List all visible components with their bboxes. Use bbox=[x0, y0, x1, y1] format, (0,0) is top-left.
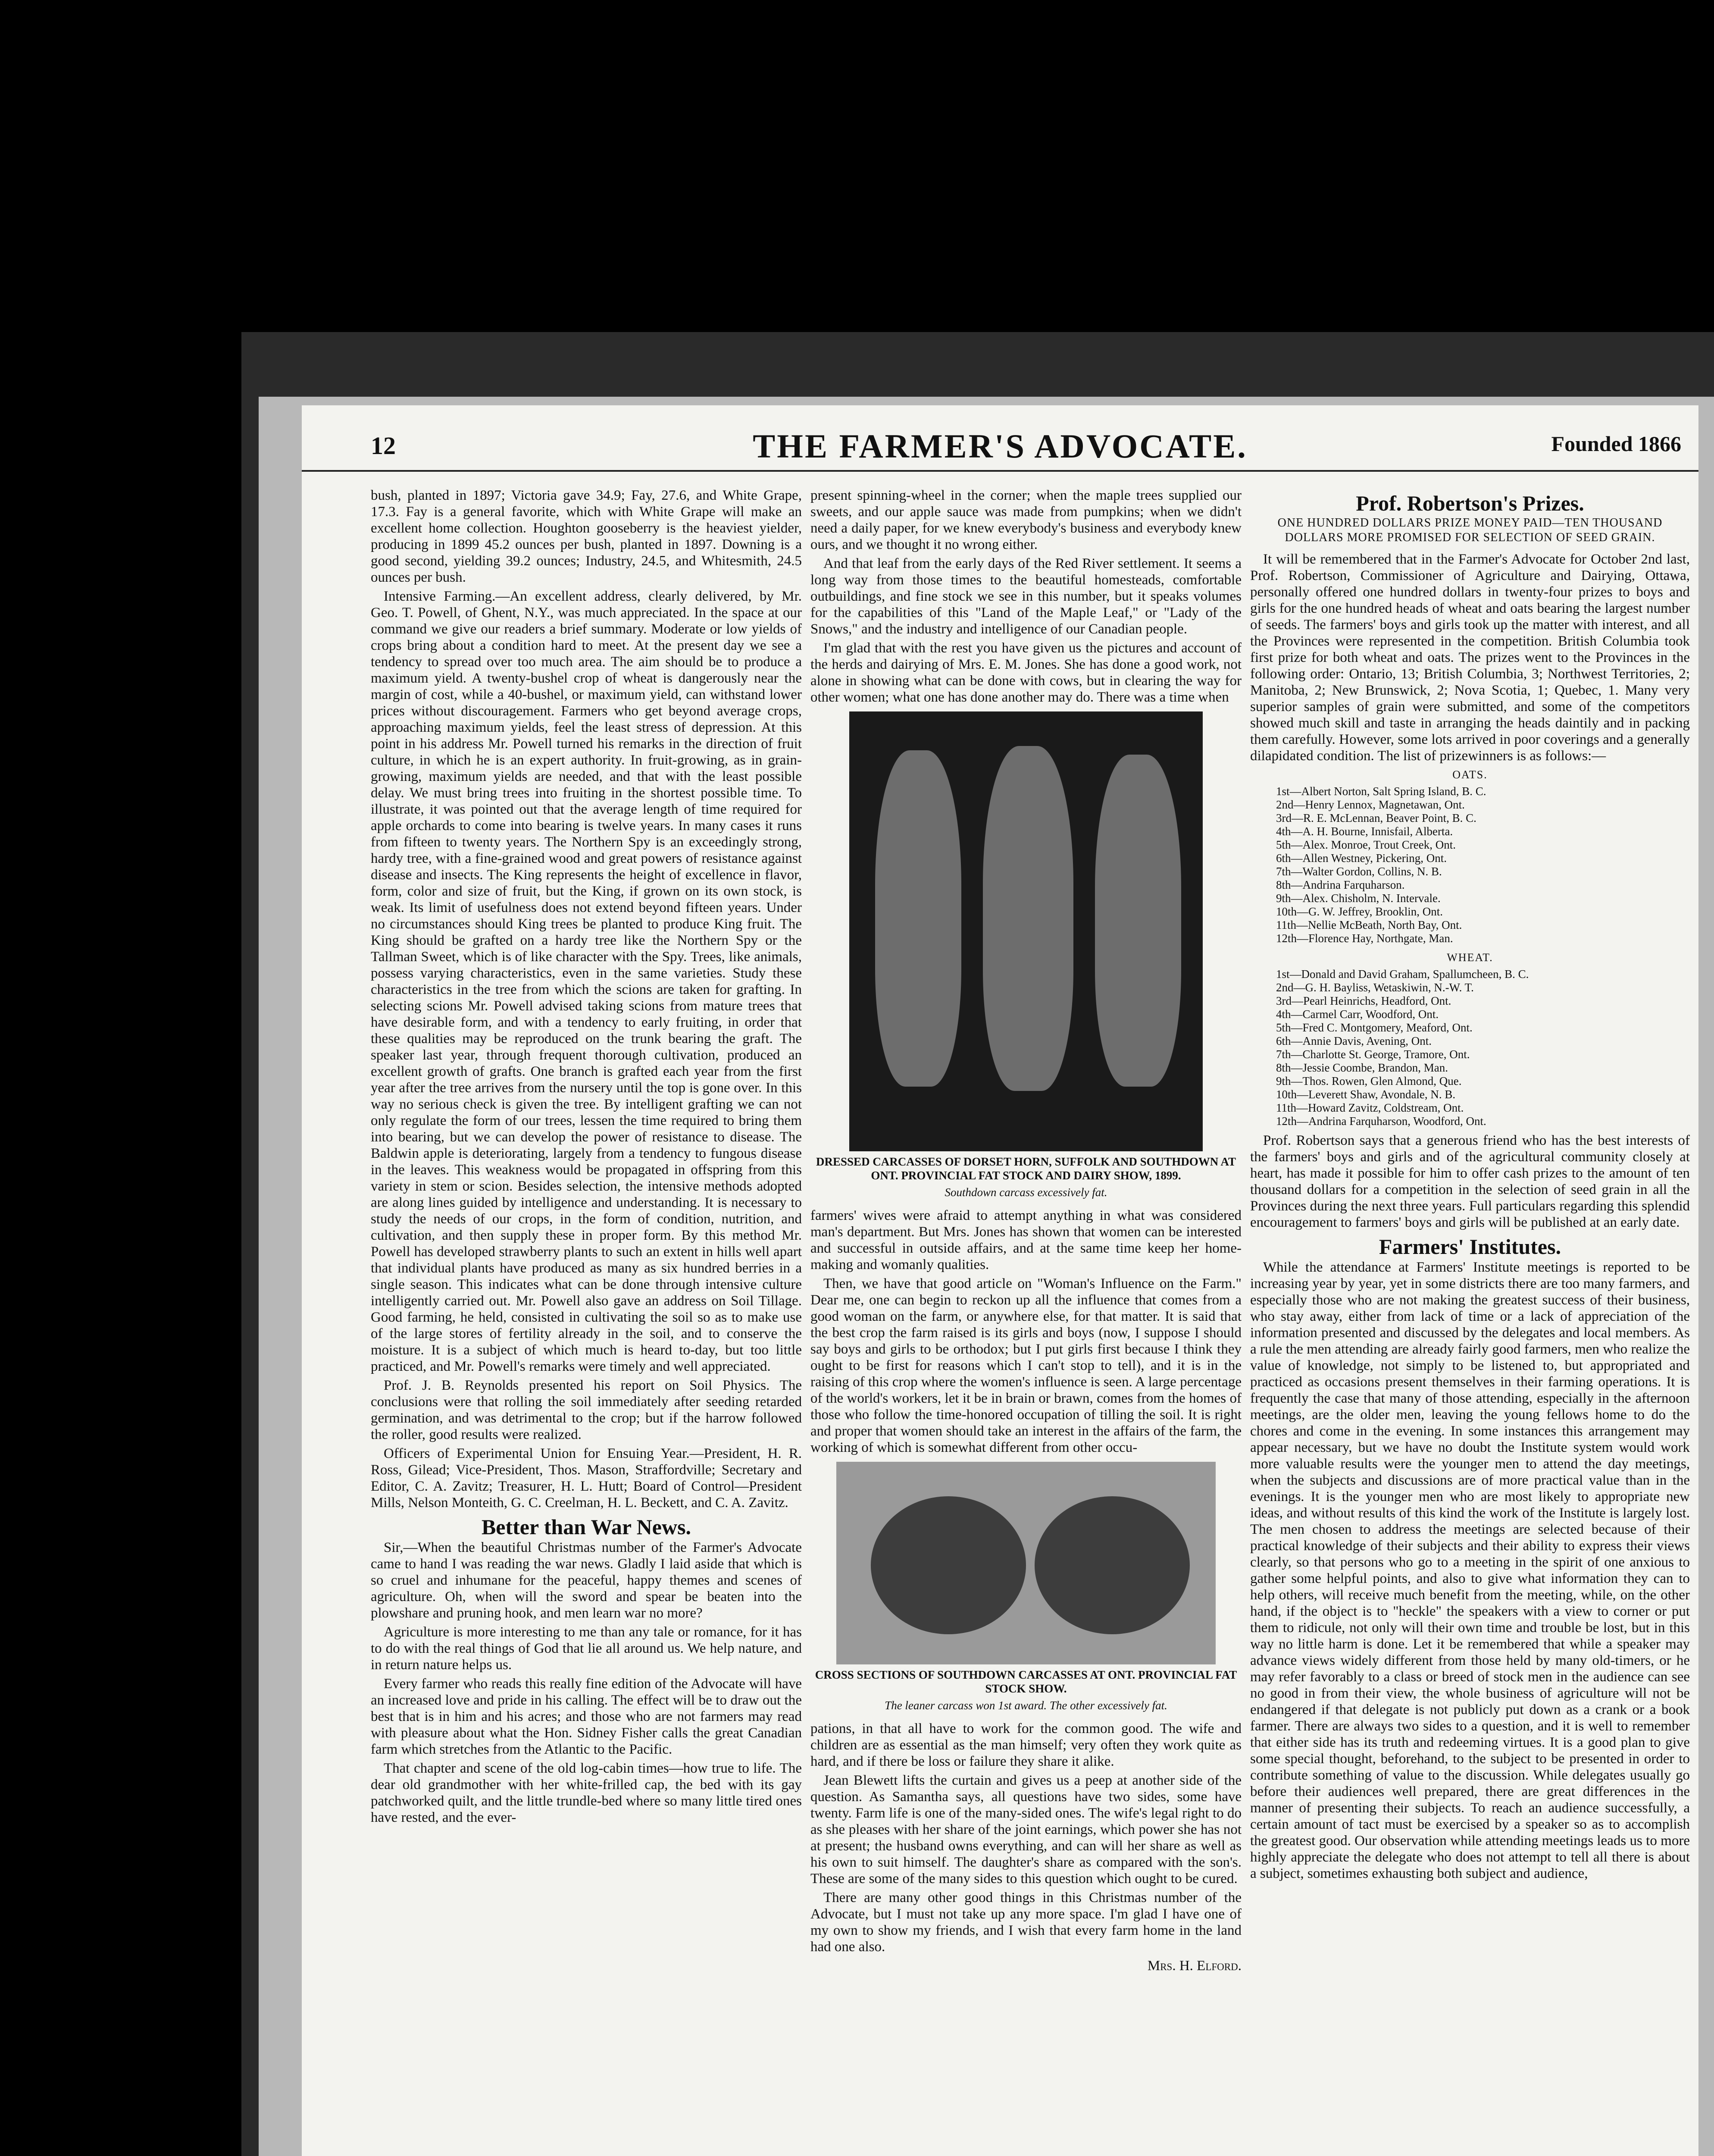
list-item: 10th—G. W. Jeffrey, Brooklin, Ont. bbox=[1276, 905, 1443, 918]
photo-caption: CROSS SECTIONS OF SOUTHDOWN CARCASSES AT ONT. PROVINCIAL FAT STOCK SHOW. bbox=[815, 1668, 1237, 1695]
article-title: Better than War News. bbox=[481, 1515, 691, 1539]
paragraph: farmers' wives were afraid to attempt anything in what was considered man's department. But Mrs. Jones has shown that women can be interested and successful in outside affairs, and at the same time keep her home-making and womanly qualities. bbox=[810, 1208, 1242, 1272]
photo-subcaption: The leaner carcass won 1st award. The other excessively fat. bbox=[885, 1699, 1167, 1712]
paragraph: Agriculture is more interesting to me than any tale or romance, for it has to do with the real things of God that lie all around us. We help nature, and in return nature helps us. bbox=[371, 1624, 802, 1673]
signature: Mrs. H. Elford. bbox=[1147, 1958, 1242, 1974]
list-item: 12th—Andrina Farquharson, Woodford, Ont. bbox=[1276, 1115, 1486, 1128]
list-item: 12th—Florence Hay, Northgate, Man. bbox=[1276, 932, 1453, 945]
list-item: 3rd—Pearl Heinrichs, Headford, Ont. bbox=[1276, 994, 1451, 1007]
carcass-image bbox=[983, 746, 1073, 1091]
masthead: THE FARMER'S ADVOCATE. bbox=[753, 427, 1248, 465]
page-number: 12 bbox=[371, 432, 396, 460]
paragraph: Then, we have that good article on "Woman's Influence on the Farm." Dear me, one can begin to reckon up all the influence that comes from a good woman on the farm, or anywhere else, for that matter. It is said that the best crop the farm raised is its girls and boys (now, I suppose I should say boys and girls to be orthodox; but I put girls first because I think they ought to be first for reasons which I can't stop to tell), and it is in the raising of this crop where the women's influence is seen. A large percentage of the world's workers, let it be in brain or brawn, comes from the homes of those who follow the time-honored occupation of tilling the soil. It is right and proper that women should take an interest in the affairs of the farm, the working of which is somewhat different from other occu- bbox=[810, 1276, 1242, 1455]
paragraph: present spinning-wheel in the corner; when the maple trees supplied our sweets, and our apple sauce was made from pumpkins; when we didn't need a daily paper, for we knew everybody's business and everybody knew ours, and we thought it no wrong either. bbox=[810, 488, 1242, 552]
list-item: 7th—Walter Gordon, Collins, N. B. bbox=[1276, 865, 1442, 878]
list-item: 2nd—Henry Lennox, Magnetawan, Ont. bbox=[1276, 798, 1465, 811]
wheat-prize-list bbox=[1276, 968, 1690, 1128]
carcass-photo bbox=[849, 711, 1203, 1151]
cross-section-image bbox=[871, 1496, 1026, 1634]
list-item: 1st—Albert Norton, Salt Spring Island, B. C. bbox=[1276, 785, 1486, 798]
list-item: 9th—Thos. Rowen, Glen Almond, Que. bbox=[1276, 1075, 1462, 1087]
list-item: 5th—Fred C. Montgomery, Meaford, Ont. bbox=[1276, 1021, 1473, 1034]
list-item: 4th—Carmel Carr, Woodford, Ont. bbox=[1276, 1008, 1439, 1021]
list-item: 4th—A. H. Bourne, Innisfail, Alberta. bbox=[1276, 825, 1453, 838]
paragraph: Prof. J. B. Reynolds presented his report on Soil Physics. The conclusions were that rolling the soil immediately after seeding retarded germination, and was detrimental to the crop; but if the harrow followed the roller, good results were realized. bbox=[371, 1378, 802, 1442]
paragraph: Sir,—When the beautiful Christmas number of the Farmer's Advocate came to hand I was reading the war news. Gladly I laid aside that which is so cruel and inhumane for the peaceful, happy themes and scenes of agriculture. Oh, when will the sword and spear be beaten into the plowshare and pruning hook, and men learn war no more? bbox=[371, 1540, 802, 1621]
founded-date: Founded 1866 bbox=[1551, 432, 1681, 456]
paragraph: bush, planted in 1897; Victoria gave 34.9; Fay, 27.6, and White Grape, 17.3. Fay is a general favorite, which with White Grape will make an excellent home collection. Houghton gooseberry is the heaviest yielder, producing in 1899 45.2 ounces per bush, planted in 1897. Downing is a good second, yielding 39.2 ounces; Industry, 24.5, and Whitesmith, 24.5 ounces per bush. bbox=[371, 488, 802, 585]
list-item: 3rd—R. E. McLennan, Beaver Point, B. C. bbox=[1276, 812, 1476, 824]
oats-prize-list bbox=[1276, 785, 1690, 945]
list-item: 11th—Nellie McBeath, North Bay, Ont. bbox=[1276, 918, 1462, 931]
list-item: 8th—Jessie Coombe, Brandon, Man. bbox=[1276, 1061, 1448, 1074]
cross-section-image bbox=[1035, 1496, 1190, 1634]
list-item: 5th—Alex. Monroe, Trout Creek, Ont. bbox=[1276, 838, 1456, 851]
list-item: 9th—Alex. Chisholm, N. Intervale. bbox=[1276, 892, 1441, 905]
column-1 bbox=[371, 487, 802, 2156]
list-item: 7th—Charlotte St. George, Tramore, Ont. bbox=[1276, 1048, 1470, 1061]
list-item: 10th—Leverett Shaw, Avondale, N. B. bbox=[1276, 1088, 1456, 1101]
list-item: 6th—Annie Davis, Avening, Ont. bbox=[1276, 1034, 1432, 1047]
list-item: 2nd—G. H. Bayliss, Wetaskiwin, N.-W. T. bbox=[1276, 981, 1474, 994]
list-item: 8th—Andrina Farquharson. bbox=[1276, 878, 1405, 891]
paragraph: Prof. Robertson says that a generous friend who has the best interests of the farmers' boys and girls and of the agricultural community closely at heart, has made it possible for him to offer cash prizes to the amount of ten thousand dollars for a competition in the selection of seed grain in all the Provinces during the next three years. Full particulars regarding this splendid encouragement to farmers' boys and girls will be published at an early date. bbox=[1250, 1133, 1690, 1230]
column-2 bbox=[810, 487, 1242, 2156]
list-item: 1st—Donald and David Graham, Spallumcheen, B. C. bbox=[1276, 968, 1529, 981]
paragraph: There are many other good things in this Christmas number of the Advocate, but I must not take up any more space. I'm glad I have one of my own to show my friends, and I wish that every farm home in the land had one also. bbox=[810, 1890, 1242, 1955]
newspaper-page bbox=[302, 405, 1698, 2156]
list-item: 6th—Allen Westney, Pickering, Ont. bbox=[1276, 852, 1447, 865]
paragraph: Every farmer who reads this really fine edition of the Advocate will have an increased love and pride in his calling. The effect will be to draw out the best that is in him and his acres; and those who are not farmers may read with pleasure about what the Hon. Sidney Fisher calls the great Canadian farm which stretches from the Atlantic to the Pacific. bbox=[371, 1676, 802, 1757]
paragraph: It will be remembered that in the Farmer's Advocate for October 2nd last, Prof. Robertson, Commissioner of Agriculture and Dairying, Ottawa, personally offered one hundred dollars in twenty-four prizes to boys and girls for the one hundred heads of wheat and oats bearing the largest number of seeds. The farmers' boys and girls took up the matter with interest, and all the Provinces were represented in the competition. British Columbia took first prize for both wheat and oats. The prizes went to the Provinces in the following order: Ontario, 13; British Columbia, 3; Northwest Territories, 2; Manitoba, 2; New Brunswick, 2; Nova Scotia, 1; Quebec, 1. Many very superior samples of grain were submitted, and some of the competitors showed much skill and taste in arranging the heads daintily and in packing them carefully. However, some lots arrived in poor coverings and a generally dilapidated condition. The list of prizewinners is as follows:— bbox=[1250, 552, 1690, 764]
column-3 bbox=[1250, 487, 1690, 2156]
article-title: Farmers' Institutes. bbox=[1379, 1235, 1561, 1259]
article-subtitle: ONE HUNDRED DOLLARS PRIZE MONEY PAID—TEN THOUSAND DOLLARS MORE PROMISED FOR SELECTION OF SEED GRAIN. bbox=[1277, 516, 1663, 544]
paragraph: While the attendance at Farmers' Institute meetings is reported to be increasing year by year, yet in some districts there are too many farmers, and especially those who are not making the greatest success of their business, who stay away, either from lack of time or a lack of appreciation of the information presented and discussed by the delegates and local members. As a rule the men attending are already fairly good farmers, men who realize the value of knowledge, not simply to be listened to, but appropriated and practiced as occasions present themselves in their farming operations. It is frequently the case that many of those attending, especially in the afternoon meetings, are the older men, leaving the young fellows home to do the chores and come in the evening. In some instances this arrangement may appear necessary, but we have no doubt the Institute system would work more valuable results were the younger men to attend the day meetings, when the subjects and discussions are of more practical value than in the evenings. It is the younger men who are most likely to appropriate new ideas, and without results of this kind the work of the Institute is largely lost. The men chosen to address the meetings are selected because of their practical knowledge of their subjects and their ability to express their views clearly, so that persons who go to a meeting in the spirit of one anxious to gather some helpful points, and also to give what information they can to help others, will receive much benefit from the meeting, while, on the other hand, if the object is to "heckle" the speakers with a view to corner or put them to ridicule, not only will their own time and trouble be lost, but in this way no little harm is done. Let it be remembered that while a speaker may advance views widely different from those held by many old-timers, or he may refer favorably to a class or breed of stock men in the audience can see no good in from their view, the whole business of agriculture will not be endangered if that delegate is not publicly put down as a crank or a book farmer. There are always two sides to a question, and it is well to remember that either side has its truth and redeeming virtues. It is a good plan to give some special thought, beforehand, to the subject to be presented in order to contribute something of value to the discussion. While delegates usually go before their audiences well prepared, there are great differences in the manner of presenting their subjects. To reach an audience successfully, a certain amount of tact must be exercised by a speaker so as to accomplish the greatest good. Our observation while attending meetings leads us to more highly appreciate the delegate who does not attempt to tell all there is about a subject, sometimes exhausting both subject and audience, bbox=[1250, 1260, 1690, 1881]
paragraph: Jean Blewett lifts the curtain and gives us a peep at another side of the question. As Samantha says, all questions have two sides, some have twenty. Farm life is one of the many-sided ones. The wife's legal right to do as she pleases with her share of the joint earnings, which power she has not at present; the husband owns everything, and can will her share as well as his own to suit himself. The daughter's share as compared with the son's. These are some of the many sides to this question which ought to be cured. bbox=[810, 1773, 1242, 1887]
article-title: Prof. Robertson's Prizes. bbox=[1356, 491, 1584, 515]
list-heading: OATS. bbox=[1452, 768, 1488, 781]
photo-subcaption: Southdown carcass excessively fat. bbox=[945, 1186, 1107, 1199]
list-item: 11th—Howard Zavitz, Coldstream, Ont. bbox=[1276, 1101, 1464, 1114]
paragraph: pations, in that all have to work for the common good. The wife and children are as essential as the man himself; very often they work quite as hard, and if there be loss or failure they share it alike. bbox=[810, 1721, 1242, 1769]
paragraph: I'm glad that with the rest you have given us the pictures and account of the herds and dairying of Mrs. E. M. Jones. She has done a good work, not alone in showing what can be done with cows, but in clearing the way for other women; what one has done another may do. There was a time when bbox=[810, 640, 1242, 705]
cross-section-photo bbox=[836, 1462, 1216, 1664]
paragraph: That chapter and scene of the old log-cabin times—how true to life. The dear old grandmother with her white-frilled cap, the bed with its gay patchworked quilt, and the little trundle-bed where so many little tired ones have rested, and the ever- bbox=[371, 1761, 802, 1825]
paragraph: And that leaf from the early days of the Red River settlement. It seems a long way from those times to the beautiful homesteads, comfortable outbuildings, and fine stock we see in this number, but it speaks volumes for the capabilities of this "Land of the Maple Leaf," or "Lady of the Snows," and the industry and intelligence of our Canadian people. bbox=[810, 556, 1242, 637]
photo-caption: DRESSED CARCASSES OF DORSET HORN, SUFFOLK AND SOUTHDOWN AT ONT. PROVINCIAL FAT STOCK AND DAIRY SHOW, 1899. bbox=[816, 1155, 1236, 1182]
paragraph: Officers of Experimental Union for Ensuing Year.—President, H. R. Ross, Gilead; Vice-President, Thos. Mason, Straffordville; Secretary and Editor, C. A. Zavitz; Treasurer, H. L. Hutt; Board of Control—President Mills, Nelson Monteith, G. C. Creelman, H. L. Beckett, and C. A. Zavitz. bbox=[371, 1446, 802, 1510]
paragraph: Intensive Farming.—An excellent address, clearly delivered, by Mr. Geo. T. Powell, of Ghent, N.Y., was much appreciated. In the space at our command we give our readers a brief summary. Moderate or low yields of crops bring about a condition hard to meet. At the present day we see a tendency to spread over too much area. The aim should be to produce a maximum yield. A twenty-bushel crop of wheat is dangerously near the margin of cost, while a 40-bushel, or maximum yield, can withstand lower prices without discouragement. Farmers who get beyond average crops, approaching maximum yields, feel the least stress of depression. At this point in his address Mr. Powell turned his remarks in the direction of fruit culture, in which he is an expert authority. In fruit-growing, as in grain-growing, maximum yields are needed, and that with the least possible delay. We must bring trees into fruiting in the shortest possible time. To illustrate, it was pointed out that the average length of time required for apple orchards to come into bearing is twelve years. In many cases it runs from fifteen to twenty years. The Northern Spy is an exceedingly strong, hardy tree, with a fine-grained wood and great powers of resistance against disease and insects. The King represents the height of excellence in flavor, form, color and size of fruit, but the King, if grown on its own stock, is weak. Its limit of usefulness does not extend beyond fifteen years. Under no circumstances should King trees be planted to produce King fruit. The King should be grafted on a hardy tree like the Northern Spy or the Tallman Sweet, which is of like character with the Spy. Trees, like animals, possess varying characteristics, even in the same varieties. Study these characteristics in the tree from which the scions are taken for grafting. In selecting scions Mr. Powell advised taking scions from mature trees that have desirable form, and with a tendency to early fruiting, in order that these qualities may be reproduced on the trunk bearing the graft. The speaker last year, through frequent thorough cultivation, produced an excellent growth of grafts. One branch is grafted each year from the first year after the tree arrives from the nursery until the top is gone over. In this way no serious check is given the tree. By intelligent grafting we can not only regulate the form of our trees, lessen the time required to bring them into bearing, but we can develop the power of resistance to disease. The Baldwin apple is deteriorating, largely from a tendency to fungous disease in the leaves. This weakness would be propagated in offspring from this variety in stem or scion. Besides selection, the intensive methods adopted are along lines guided by intelligence and understanding. It is necessary to study the needs of our crops, in the form of condition, nutrition, and cultivation, and then supply these in proper form. By this method Mr. Powell has developed strawberry plants to such an extent in hills well apart that individual plants have produced as many as six hundred berries in a single season. This indicates what can be done through intensive culture intelligently carried out. Mr. Powell also gave an address on Soil Tillage. Good farming, he held, consisted in cultivating the soil so as to make use of the large stores of fertility already in the soil, and to conserve the moisture. It is a subject of which much is heard to-day, but too little practiced, and Mr. Powell's remarks were timely and well appreciated. bbox=[371, 589, 802, 1374]
carcass-image bbox=[875, 750, 961, 1087]
carcass-image bbox=[1095, 755, 1181, 1087]
page-header bbox=[302, 423, 1698, 472]
list-heading: WHEAT. bbox=[1447, 951, 1493, 964]
